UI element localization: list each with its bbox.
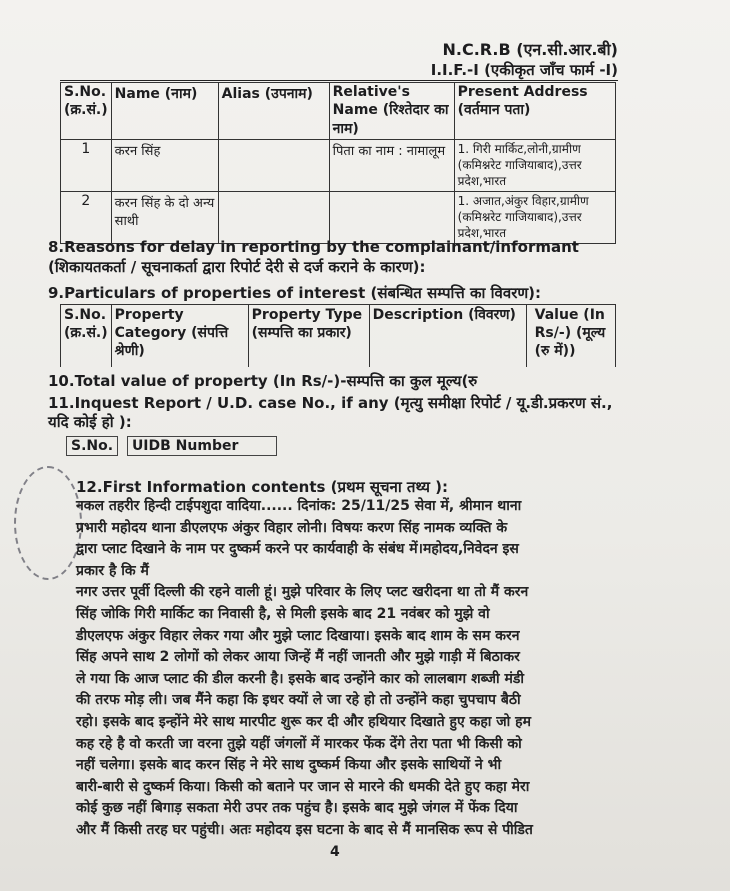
col-relative: Relative's Name (रिश्तेदार का नाम) [329, 83, 454, 140]
row-sno: 2 [61, 192, 112, 244]
fir-line: कोई कुछ नहीं बिगाड़ सकता मेरी उपर तक पहुंच है। इसके बाद मुझे जंगल में फेंक दिया [76, 800, 518, 817]
uidb-number-header: UIDB Number [127, 436, 277, 456]
fir-line: नकल तहरीर हिन्दी टाईपशुदा वादिया...... दिनांक: 25/11/25 सेवा में, श्रीमान थाना [76, 498, 522, 514]
section-9-title: 9.Particulars of properties of interest (संबन्धित सम्पत्ति का विवरण): [48, 284, 542, 302]
col-property-type: Property Type (सम्पत्ति का प्रकार) [248, 305, 369, 367]
property-table [60, 304, 616, 367]
uidb-table [66, 436, 281, 456]
row-name: करन सिंह के दो अन्य साथी [111, 192, 218, 244]
fir-line: की तरफ मोड़ ली। जब मैंने कहा कि इधर क्यों ले जा रहे हो तो उन्होंने कहा चुपचाप बैठी [76, 692, 521, 709]
section-10-title: 10.Total value of property (In Rs/-)-सम्पत्ति का कुल मूल्य(रु [48, 372, 478, 390]
fir-line: सिंह अपने साथ 2 लोगों को लेकर आया जिन्हें मैं नहीं जानती और मुझे गाड़ी में बिठाकर [76, 649, 520, 666]
police-stamp [14, 466, 82, 580]
fir-body [76, 496, 576, 842]
fir-line: द्वारा प्लाट दिखाने के नाम पर दुष्कर्म करने पर कार्यवाही के संबंध में।महोदय,निवेदन इस [76, 541, 519, 558]
row-relative [329, 192, 454, 244]
table-row [61, 140, 616, 192]
table-header-row [61, 83, 616, 140]
row-alias [218, 140, 329, 192]
section-12-title: 12.First Information contents (प्रथम सूचना तथ्य ): [76, 478, 449, 496]
section-8-title: 8.Reasons for delay in reporting by the complainant/informant [48, 238, 579, 256]
col-sno: S.No. (क्र.सं.) [61, 83, 112, 140]
row-alias [218, 192, 329, 244]
form-header: I.I.F.-I (एकीकृत जाँच फार्म -I) [430, 61, 618, 79]
fir-line: प्रकार है कि मैं [76, 562, 149, 579]
fir-line: प्रभारी महोदय थाना डीएलएफ अंकुर विहार लोनी। विषयः करण सिंह नामक व्यक्ति के [76, 519, 508, 536]
col-name: Name (नाम) [111, 83, 218, 140]
fir-line: नगर उत्तर पूर्वी दिल्ली की रहने वाली हूं। मुझे परिवार के लिए प्लट खरीदना था तो मैं करन [76, 584, 529, 601]
fir-line: बारी-बारी से दुष्कर्म किया। किसी को बताने पर जान से मारने की धमकी देते हुए कहा मेरा [76, 778, 530, 795]
accused-table [60, 82, 616, 244]
row-relative: पिता का नाम : नामालूम [329, 140, 454, 192]
section-8-subtitle: (शिकायतकर्ता / सूचनाकर्ता द्वारा रिपोर्ट देरी से दर्ज कराने के कारण): [48, 258, 426, 276]
fir-line: ले गया कि आज प्लाट की डील करनी है। इसके बाद उन्होंने कार को लालबाग शब्जी मंडी [76, 670, 524, 687]
row-address: 1. अजात,अंकुर विहार,ग्रामीण (कमिश्नरेट गाजियाबाद),उत्तर प्रदेश,भारत [454, 192, 615, 244]
fir-line: कह रहे है वो करती जा वरना तुझे यहीं जंगलों में मारकर फेंक देंगे तेरा पता भी किसी को [76, 735, 522, 752]
fir-line: और मैं किसी तरह घर पहुंची। अतः महोदय इस घटना के बाद से मैं मानसिक रूप से पीडित [76, 821, 533, 838]
table-row [61, 192, 616, 244]
property-header-row [61, 305, 616, 367]
col-value: Value (In Rs/-) (मूल्य (रु में)) [526, 305, 615, 367]
fir-line: सिंह जोकि गिरी मार्किट का निवासी है, से मिली इसके बाद 21 नवंबर को मुझे वो [76, 605, 490, 622]
row-name: करन सिंह [111, 140, 218, 192]
row-address: 1. गिरी मार्किट,लोनी,ग्रामीण (कमिश्नरेट गाजियाबाद),उत्तर प्रदेश,भारत [454, 140, 615, 192]
agency-header: N.C.R.B (एन.सी.आर.बी) [442, 40, 618, 59]
fir-line: रहो। इसके बाद इन्होंने मेरे साथ मारपीट शुरू कर दी और हथियार दिखाते हुए कहा जो हम [76, 713, 531, 730]
page-number: 4 [330, 844, 340, 860]
col-sno: S.No. (क्र.सं.) [61, 305, 112, 367]
col-description: Description (विवरण) [369, 305, 526, 367]
fir-line: नहीं चलेगा। इसके बाद करन सिंह ने मेरे साथ दुष्कर्म किया और इसके साथियों ने भी [76, 757, 502, 774]
fir-line: डीएलएफ अंकुर विहार लेकर गया और मुझे प्लाट दिखाया। इसके बाद शाम के सम करन [76, 627, 520, 644]
header-rule [60, 80, 618, 81]
uidb-sno-header: S.No. [66, 436, 118, 456]
col-address: Present Address (वर्तमान पता) [454, 83, 615, 140]
col-alias: Alias (उपनाम) [218, 83, 329, 140]
section-11-title: 11.Inquest Report / U.D. case No., if any (मृत्यु समीक्षा रिपोर्ट / यू.डी.प्रकरण सं., यदि कोई हो ): [48, 394, 613, 431]
row-sno: 1 [61, 140, 112, 192]
col-property-category: Property Category (संपत्ति श्रेणी) [111, 305, 248, 367]
